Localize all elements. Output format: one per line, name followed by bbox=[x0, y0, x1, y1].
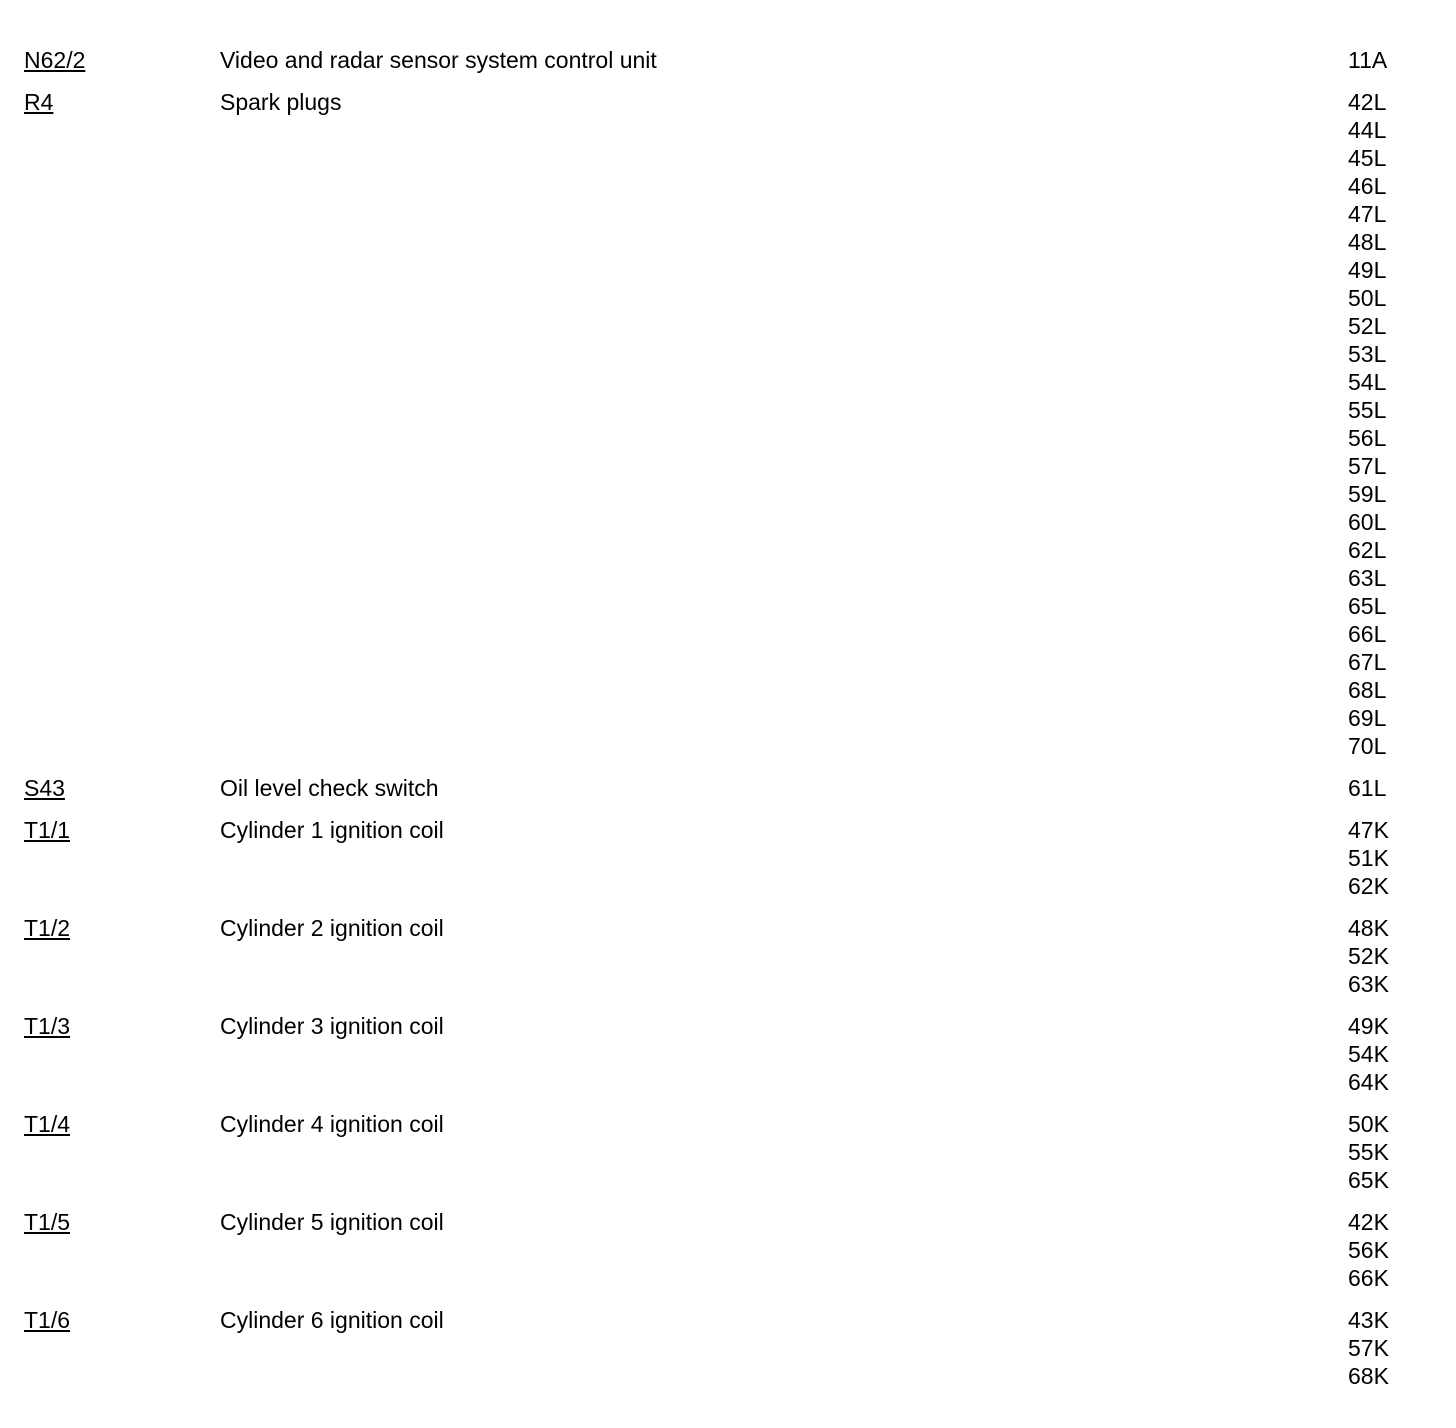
component-description: Oil level check switch bbox=[220, 775, 439, 801]
grid-reference: 51K bbox=[1348, 845, 1389, 871]
grid-reference: 42K bbox=[1348, 1209, 1389, 1235]
component-description: Cylinder 1 ignition coil bbox=[220, 817, 444, 843]
grid-reference: 47L bbox=[1348, 201, 1387, 227]
grid-reference: 56K bbox=[1348, 1237, 1389, 1263]
component-row bbox=[0, 88, 1456, 760]
component-description: Cylinder 5 ignition coil bbox=[220, 1209, 444, 1235]
grid-reference: 44L bbox=[1348, 117, 1387, 143]
component-code-link[interactable]: T1/4 bbox=[24, 1111, 71, 1137]
grid-reference: 52K bbox=[1348, 943, 1389, 969]
component-row bbox=[0, 1012, 1456, 1096]
grid-reference: 63K bbox=[1348, 971, 1389, 997]
grid-reference: 47K bbox=[1348, 817, 1389, 843]
grid-reference: 49L bbox=[1348, 257, 1387, 283]
component-code-link[interactable]: N62/2 bbox=[24, 47, 86, 73]
grid-reference: 53L bbox=[1348, 341, 1387, 367]
grid-reference: 49K bbox=[1348, 1013, 1389, 1039]
grid-reference: 42L bbox=[1348, 89, 1387, 115]
grid-reference: 55L bbox=[1348, 397, 1387, 423]
component-code-link[interactable]: S43 bbox=[24, 775, 65, 801]
component-description: Cylinder 4 ignition coil bbox=[220, 1111, 444, 1137]
component-row bbox=[0, 1306, 1456, 1390]
grid-reference: 59L bbox=[1348, 481, 1387, 507]
grid-reference-list bbox=[1348, 816, 1438, 900]
grid-reference: 54L bbox=[1348, 369, 1387, 395]
grid-reference: 52L bbox=[1348, 313, 1387, 339]
component-row bbox=[0, 774, 1456, 802]
grid-reference-list bbox=[1348, 914, 1438, 998]
grid-reference: 69L bbox=[1348, 705, 1387, 731]
grid-reference: 65L bbox=[1348, 593, 1387, 619]
component-row bbox=[0, 46, 1456, 74]
grid-reference: 62L bbox=[1348, 537, 1387, 563]
grid-reference-list bbox=[1348, 774, 1438, 802]
component-row bbox=[0, 1208, 1456, 1292]
component-code-link[interactable]: T1/1 bbox=[24, 817, 71, 843]
grid-reference-list bbox=[1348, 1306, 1438, 1390]
component-code-link[interactable]: R4 bbox=[24, 89, 54, 115]
component-row bbox=[0, 816, 1456, 900]
grid-reference: 60L bbox=[1348, 509, 1387, 535]
component-description: Cylinder 6 ignition coil bbox=[220, 1307, 444, 1333]
grid-reference-list bbox=[1348, 88, 1438, 760]
component-description: Spark plugs bbox=[220, 89, 342, 115]
grid-reference: 70L bbox=[1348, 733, 1387, 759]
grid-reference: 68L bbox=[1348, 677, 1387, 703]
grid-reference: 63L bbox=[1348, 565, 1387, 591]
grid-reference: 50L bbox=[1348, 285, 1387, 311]
grid-reference: 54K bbox=[1348, 1041, 1389, 1067]
grid-reference-list bbox=[1348, 1012, 1438, 1096]
grid-reference-list bbox=[1348, 46, 1438, 74]
component-description: Video and radar sensor system control unit bbox=[220, 47, 657, 73]
grid-reference: 66L bbox=[1348, 621, 1387, 647]
component-description: Cylinder 3 ignition coil bbox=[220, 1013, 444, 1039]
component-row bbox=[0, 914, 1456, 998]
grid-reference-list bbox=[1348, 1110, 1438, 1194]
grid-reference: 48K bbox=[1348, 915, 1389, 941]
grid-reference: 45L bbox=[1348, 145, 1387, 171]
grid-reference: 50K bbox=[1348, 1111, 1389, 1137]
grid-reference: 46L bbox=[1348, 173, 1387, 199]
grid-reference: 68K bbox=[1348, 1363, 1389, 1389]
component-code-link[interactable]: T1/6 bbox=[24, 1307, 71, 1333]
grid-reference: 57L bbox=[1348, 453, 1387, 479]
grid-reference: 66K bbox=[1348, 1265, 1389, 1291]
component-code-link[interactable]: T1/2 bbox=[24, 915, 71, 941]
grid-reference: 67L bbox=[1348, 649, 1387, 675]
grid-reference: 65K bbox=[1348, 1167, 1389, 1193]
component-description: Cylinder 2 ignition coil bbox=[220, 915, 444, 941]
component-code-link[interactable]: T1/5 bbox=[24, 1209, 71, 1235]
grid-reference: 62K bbox=[1348, 873, 1389, 899]
grid-reference: 61L bbox=[1348, 775, 1387, 801]
grid-reference: 43K bbox=[1348, 1307, 1389, 1333]
component-code-link[interactable]: T1/3 bbox=[24, 1013, 71, 1039]
grid-reference: 48L bbox=[1348, 229, 1387, 255]
grid-reference: 57K bbox=[1348, 1335, 1389, 1361]
grid-reference-list bbox=[1348, 1208, 1438, 1292]
grid-reference: 55K bbox=[1348, 1139, 1389, 1165]
grid-reference: 64K bbox=[1348, 1069, 1389, 1095]
component-row bbox=[0, 1110, 1456, 1194]
grid-reference: 56L bbox=[1348, 425, 1387, 451]
grid-reference: 11A bbox=[1348, 47, 1388, 73]
